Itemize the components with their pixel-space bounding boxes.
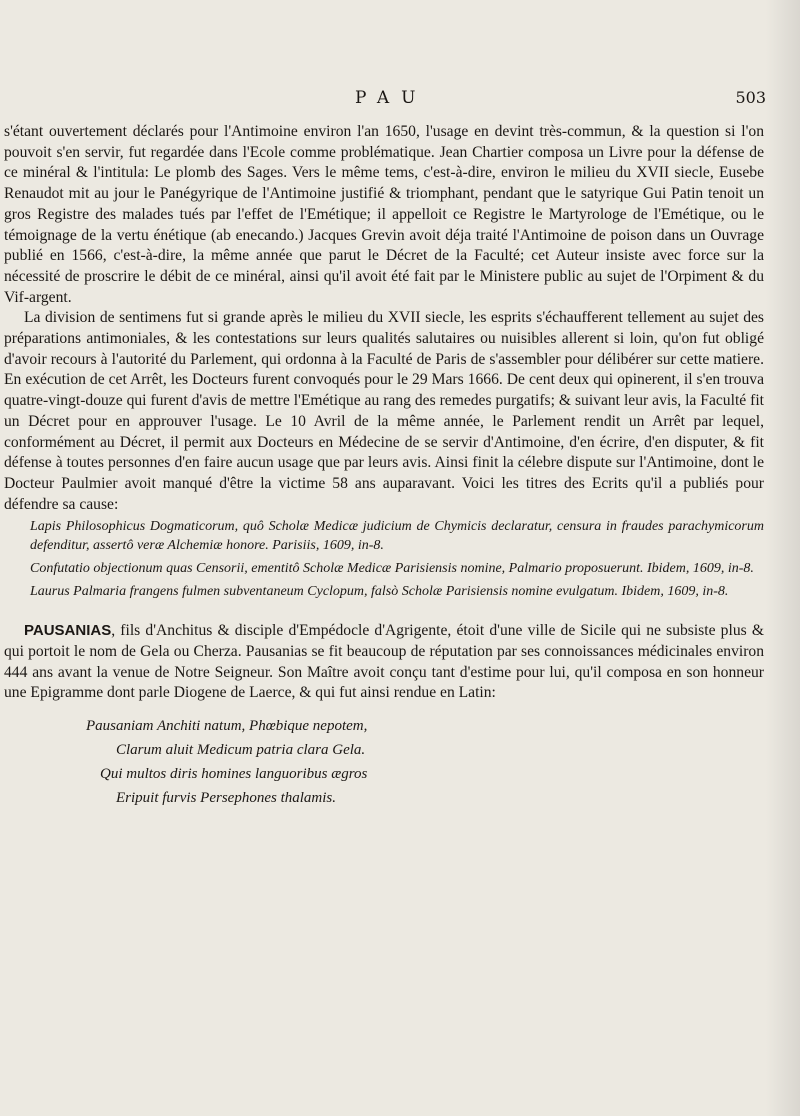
- verse-line: Eripuit furvis Persephones thalamis.: [116, 790, 336, 807]
- page-number: 503: [735, 88, 766, 107]
- reference-lapis-philosophicus: Lapis Philosophicus Dogmaticorum, quô Scholæ Medicæ judicium de Chymicis declaratur, censura in fraudes parachymicorum defenditur, assertô veræ Alchemiæ honore. Parisiis, 1609, in-8.: [30, 519, 764, 554]
- verse-line: Pausaniam Anchiti natum, Phœbique nepotem,: [86, 718, 368, 735]
- verse-line: Qui multos diris homines languoribus ægros: [100, 766, 368, 783]
- running-head: PAU: [355, 88, 428, 108]
- page-edge-shadow: [766, 0, 800, 1116]
- paragraph-antimony-dispute: s'étant ouvertement déclarés pour l'Antimoine environ l'an 1650, l'usage en devint très-commun, & la question si l'on pouvoit s'en servir, fut regardée dans l'Ecole comme problématique. Jean Chartier composa un Livre pour la défense de ce minéral & l'intitula: Le plomb des Sages. Vers le même tems, c'est-à-dire, environ le milieu du XVII siecle, Eusebe Renaudot mit au jour le Panégyrique de l'Antimoine justifié & triomphant, pendant que le satyrique Gui Patin tenoit un gros Registre des malades tués par l'effet de l'Emétique; il appelloit ce Registre le Martyrologe de l'Emétique, ou le témoignage de la vertu énétique (ab enecando.) Jacques Grevin avoit déja traité l'Antimoine de poison dans un Ouvrage publié en 1566, c'est-à-dire, la même année que parut le Décret de la Faculté; cet Auteur insiste avec force sur la nécessité de proscrire le débit de ce minéral, ainsi qu'il avoit été fait par le Ministere public au sujet de l'Orpiment & du Vif-argent.: [4, 123, 764, 306]
- article-pausanias: [4, 621, 764, 704]
- page-header: [0, 88, 800, 118]
- body-text: [4, 122, 764, 810]
- verse-line: Clarum aluit Medicum patria clara Gela.: [116, 742, 366, 759]
- article-body: , fils d'Anchitus & disciple d'Empédocle d'Agrigente, étoit d'une ville de Sicile qui ne subsiste plus & qui portoit le nom de Gela ou Cherza. Pausanias se fit beaucoup de réputation par ses connoissances médicinales environ 444 ans avant la venue de Notre Seigneur. Son Maître avoit conçu tant d'estime pour lui, qu'il composa en son honneur une Epigramme dont parle Diogene de Laerce, & qui fut ainsi rendue en Latin:: [4, 622, 764, 702]
- article-headword: PAUSANIAS: [24, 622, 112, 640]
- reference-laurus-palmaria: Laurus Palmaria frangens fulmen subventaneum Cyclopum, falsò Scholæ Parisiensis nomine evulgatum. Ibidem, 1609, in-8.: [30, 584, 729, 600]
- paragraph-parliament-decree: La division de sentimens fut si grande après le milieu du XVII siecle, les esprits s'échaufferent tellement au sujet des préparations antimoniales, & les contestations sur leurs qualités salutaires ou nuisibles allerent si loin, qu'on fut obligé d'avoir recours à l'autorité du Parlement, qui ordonna à la Faculté de Paris de s'assembler pour délibérer sur cette matiere. En exécution de cet Arrêt, les Docteurs furent convoqués pour le 29 Mars 1666. De cent deux qui opinerent, il s'en trouva quatre-vingt-douze qui furent d'avis de mettre l'Emétique au rang des remedes purgatifs; & suivant leur avis, la Faculté fit un Décret pour en approuver l'usage. Le 10 Avril de la même année, le Parlement rendit un Arrêt par lequel, conformément au Décret, il permit aux Docteurs en Médecine de se servir d'Antimoine, d'en écrire, d'en disputer, & fit défense à toutes personnes d'en faire aucun usage que par leurs avis. Ainsi finit la célebre dispute sur l'Antimoine, dont le Docteur Paulmier avoit manqué d'être la victime 58 ans auparavant. Voici les titres des Ecrits qu'il a publiés pour défendre sa cause:: [4, 309, 764, 513]
- latin-epigram: [4, 714, 764, 810]
- reference-confutatio: Confutatio objectionum quas Censorii, ementitô Scholæ Medicæ Parisiensis nomine, Palmario proposuerunt. Ibidem, 1609, in-8.: [30, 561, 754, 577]
